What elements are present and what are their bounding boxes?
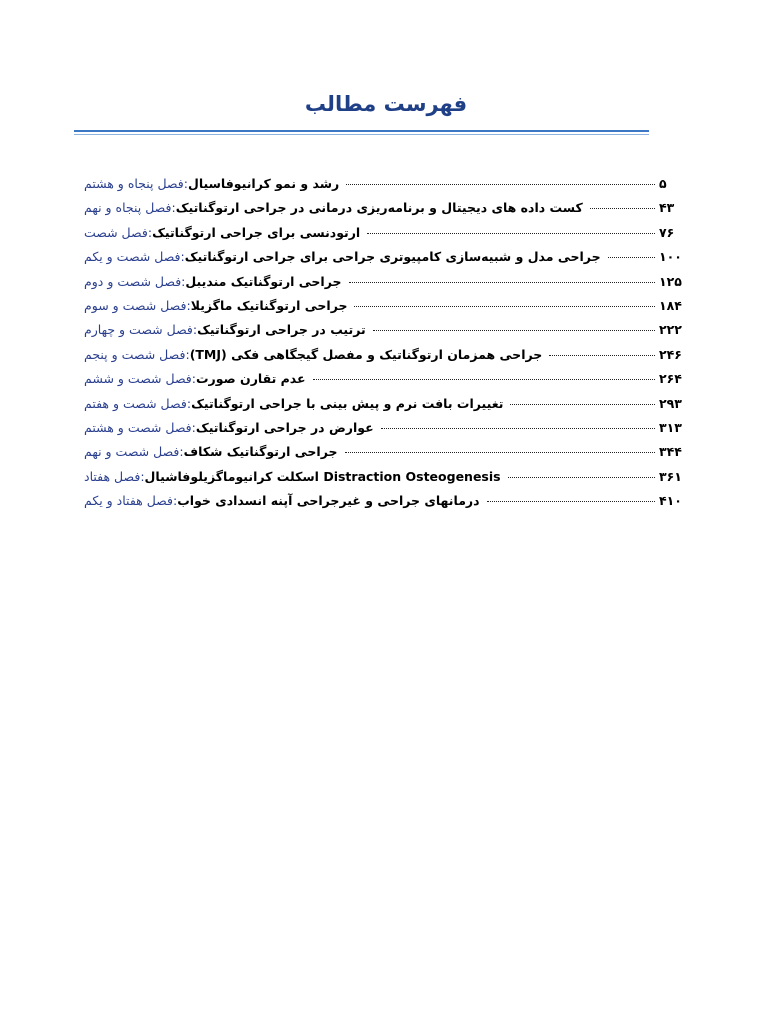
- dot-leader: [381, 428, 655, 429]
- dot-leader: [608, 257, 655, 258]
- toc-entry: [84, 420, 683, 444]
- toc-entry: [84, 274, 683, 298]
- page-number: ۱۲۵: [659, 273, 682, 289]
- chapter-label: فصل شصت و سوم: [84, 297, 187, 313]
- chapter-label: فصل شصت و هشتم: [84, 419, 192, 435]
- label-separator: :: [186, 297, 191, 313]
- chapter-label: فصل هفتاد و یکم: [84, 493, 174, 509]
- chapter-title: جراحی مدل و شبیه‌سازی کامپیوتری جراحی برای جراحی ارتوگناتیک: [184, 249, 601, 265]
- chapter-title: کست داده های دیجیتال و برنامه‌ریزی درمانی در جراحی ارتوگناتیک: [175, 200, 583, 216]
- label-separator: :: [192, 322, 198, 338]
- dot-leader: [349, 282, 655, 283]
- chapter-title: رشد و نمو کرانیوفاسیال: [187, 176, 340, 191]
- chapter-label: فصل شصت و ششم: [84, 371, 192, 387]
- label-separator: :: [173, 493, 178, 509]
- dot-leader: [313, 379, 655, 380]
- title-underline-thin: [74, 134, 649, 135]
- dot-leader: [367, 233, 655, 234]
- toc-entry: [84, 200, 683, 224]
- table-of-contents: [84, 176, 683, 517]
- page-number: ۵: [659, 176, 667, 191]
- chapter-label: فصل هفتاد: [84, 468, 141, 484]
- page-number: ۲۴۶: [659, 346, 682, 362]
- label-separator: :: [183, 176, 188, 191]
- toc-entry: [84, 322, 683, 346]
- label-separator: :: [180, 249, 185, 265]
- chapter-label: فصل پنجاه و هشتم: [84, 176, 184, 191]
- chapter-title: عدم تقارن صورت: [196, 371, 306, 387]
- dot-leader: [346, 184, 655, 185]
- page-number: ۱۸۴: [659, 297, 682, 313]
- chapter-label: فصل شصت و نهم: [84, 444, 180, 460]
- label-separator: :: [186, 395, 192, 411]
- label-separator: :: [185, 346, 190, 362]
- label-separator: :: [147, 224, 153, 240]
- chapter-title: جراحی همزمان ارتوگناتیک و مفصل گیجگاهی فکی (TMJ): [189, 346, 543, 362]
- chapter-label: فصل شصت: [84, 224, 148, 240]
- toc-entry: [84, 469, 683, 493]
- toc-entry: [84, 298, 683, 322]
- toc-entry: [84, 371, 683, 395]
- dot-leader: [549, 355, 655, 356]
- chapter-title: درمانهای جراحی و غیرجراحی آپنه انسدادی خواب: [177, 493, 480, 509]
- title-underline: [74, 130, 649, 132]
- chapter-label: فصل پنجاه و نهم: [84, 200, 172, 216]
- dot-leader: [510, 404, 655, 405]
- chapter-label: فصل شصت و هفتم: [84, 395, 187, 411]
- chapter-label: فصل شصت و پنجم: [84, 346, 186, 362]
- chapter-title: Distraction Osteogenesis اسکلت کرانیوماگزیلوفاشیال: [144, 468, 501, 484]
- dot-leader: [508, 477, 655, 478]
- label-separator: :: [191, 371, 196, 387]
- chapter-title: ارتودنسی برای جراحی ارتوگناتیک: [152, 224, 361, 240]
- chapter-title: ترتیب در جراحی ارتوگناتیک: [197, 322, 366, 338]
- label-separator: :: [179, 444, 184, 460]
- chapter-title: جراحی ارتوگناتیک مندیبل: [185, 273, 342, 289]
- page-number: ۲۶۴: [659, 371, 682, 387]
- dot-leader: [487, 501, 655, 502]
- toc-entry: [84, 396, 683, 420]
- toc-entry: [84, 225, 683, 249]
- page-number: ۴۳: [659, 200, 675, 216]
- page-number: ۳۴۴: [659, 444, 682, 460]
- label-separator: :: [171, 200, 176, 216]
- chapter-title: تغییرات بافت نرم و پیش بینی با جراحی ارتوگناتیک: [191, 395, 504, 411]
- page-number: ۴۱۰: [659, 493, 682, 509]
- chapter-label: فصل شصت و دوم: [84, 273, 182, 289]
- chapter-label: فصل شصت و چهارم: [84, 322, 193, 338]
- toc-entry: [84, 347, 683, 371]
- chapter-label: فصل شصت و یکم: [84, 249, 181, 265]
- dot-leader: [590, 208, 655, 209]
- toc-entry: [84, 249, 683, 273]
- label-separator: :: [140, 468, 145, 484]
- toc-entry: [84, 444, 683, 468]
- page-number: ۳۶۱: [659, 468, 682, 484]
- page-number: ۷۶: [659, 224, 675, 240]
- toc-entry: [84, 176, 683, 200]
- chapter-title: عوارض در جراحی ارتوگناتیک: [195, 419, 374, 435]
- page-number: ۱۰۰: [659, 249, 682, 265]
- dot-leader: [354, 306, 655, 307]
- chapter-title: جراحی ارتوگناتیک ماگزیلا: [190, 297, 348, 313]
- page-number: ۲۹۳: [659, 395, 682, 411]
- label-separator: :: [191, 419, 196, 435]
- page-title: فهرست مطالب: [304, 92, 468, 116]
- label-separator: :: [181, 273, 186, 289]
- chapter-title: جراحی ارتوگناتیک شکاف: [183, 444, 338, 460]
- page-number: ۳۱۳: [659, 419, 682, 435]
- dot-leader: [345, 452, 656, 453]
- dot-leader: [373, 330, 655, 331]
- toc-entry: [84, 493, 683, 517]
- page-number: ۲۲۲: [659, 322, 682, 338]
